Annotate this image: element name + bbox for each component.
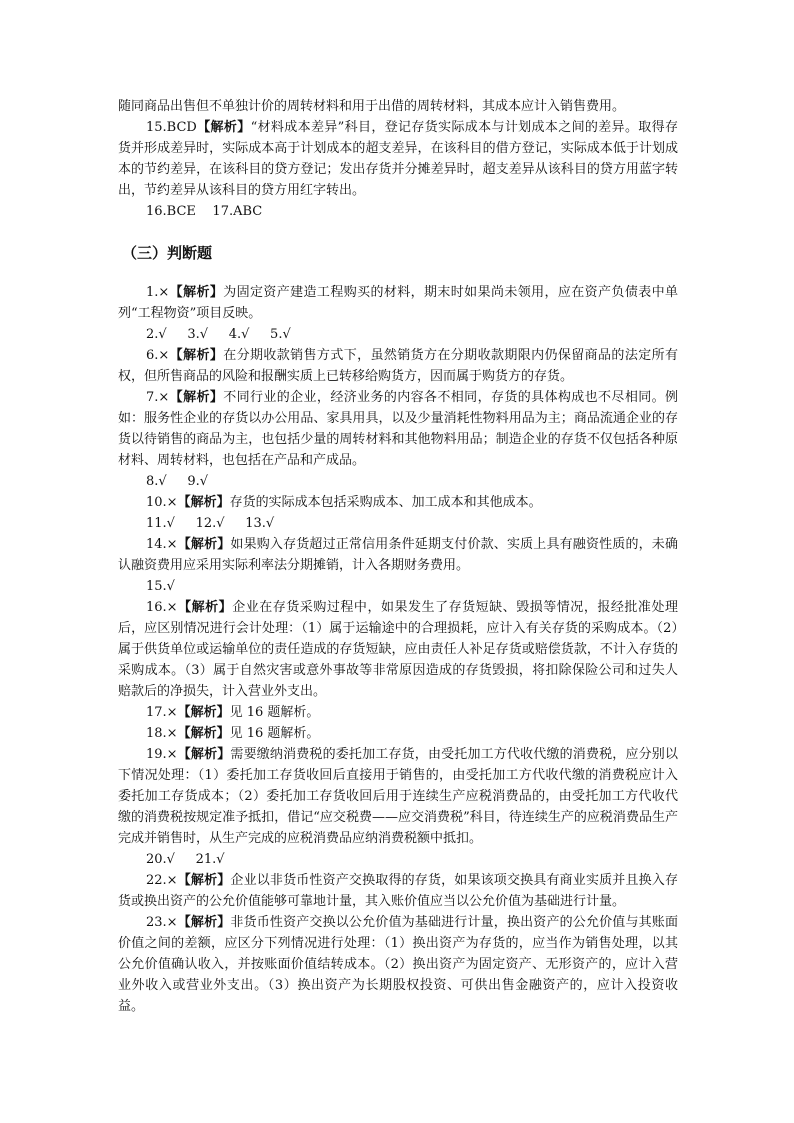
analysis-tag: 【解析】	[177, 915, 231, 930]
judgment-16-text: 企业在存货采购过程中，如果发生了存货短缺、毁损等情况，报经批准处理后，应区别情况进行会计处理：（1）属于运输途中的合理损耗，应计入有关存货的采购成本。（2）属于供货单位或运输单位的责任造成的存货短缺，应由责任人补足存货或赔偿货款，不计入存货的采购成本。（3）属于自然灾害或意外事故等非常原因造成的存货毁损，将扣除保险公司和过失人赔款后的净损失，计入营业外支出。	[118, 600, 678, 699]
judgment-7-lead: 7.×	[146, 390, 170, 405]
judgment-1	[118, 282, 678, 324]
judgment-14	[118, 534, 678, 576]
judgment-23-text: 非货币性资产交换以公允价值为基础进行计量，换出资产的公允价值与其账面价值之间的差额，应区分下列情况进行处理：（1）换出资产为存货的，应当作为销售处理，以其公允价值确认收入，并按账面价值结转成本。（2）换出资产为固定资产、无形资产的，应计入营业外收入或营业外支出。（3）换出资产为长期股权投资、可供出售金融资产的，应计入投资收益。	[118, 915, 678, 1014]
judgment-7-text: 不同行业的企业，经济业务的内容各不相同，存货的具体构成也不尽相同。例如：服务性企业的存货以办公用品、家具用具，以及少量消耗性物料用品为主；商品流通企业的存货以待销售的商品为主，也包括少量的周转材料和其他物料用品；制造企业的存货不仅包括各种原材料、周转材料，也包括在产品和产成品。	[118, 390, 678, 468]
analysis-tag: 【解析】	[177, 537, 231, 552]
judgment-18-text: 见 16 题解析。	[229, 726, 320, 741]
judgment-16	[118, 597, 678, 702]
judgment-10	[118, 492, 678, 513]
judgment-17-text: 见 16 题解析。	[229, 705, 320, 720]
judgment-19	[118, 744, 678, 849]
answers-20-21: 20.√ 21.√	[146, 852, 225, 867]
judgment-22-lead: 22.×	[146, 873, 178, 888]
document-page	[118, 96, 678, 1017]
judgment-16-lead: 16.×	[146, 600, 178, 615]
judgment-18-lead: 18.×	[146, 726, 178, 741]
analysis-tag: 【解析】	[169, 390, 224, 405]
judgment-14-lead: 14.×	[146, 537, 178, 552]
judgment-23-lead: 23.×	[146, 915, 178, 930]
judgment-19-text: 需要缴纳消费税的委托加工存货，由受托加工方代收代缴的消费税，应分别以下情况处理：（1）委托加工存货收回后直接用于销售的，由受托加工方代收代缴的消费税应计入委托加工存货成本；（2）委托加工存货收回后用于连续生产应税消费品的，由受托加工方代收代缴的消费税按规定准予抵扣，借记“应交税费——应交消费税”科目，待连续生产的应税消费品生产完成并销售时，从生产完成的应税消费品应纳消费税额中抵扣。	[118, 747, 678, 846]
judgment-17	[118, 702, 678, 723]
analysis-tag: 【解析】	[177, 747, 231, 762]
intro-paragraph: 随同商品出售但不单独计价的周转材料和用于出借的周转材料，其成本应计入销售费用。	[118, 99, 626, 114]
analysis-tag: 【解析】	[177, 873, 231, 888]
answer-15-paragraph	[118, 117, 678, 201]
analysis-tag: 【解析】	[177, 726, 230, 741]
judgment-22	[118, 870, 678, 912]
answers-8-9: 8.√ 9.√	[146, 474, 209, 489]
analysis-tag: 【解析】	[169, 348, 224, 363]
answer-15-judgment: 15.√	[146, 579, 175, 594]
analysis-tag: 【解析】	[177, 495, 230, 510]
answer-15-lead: 15.BCD	[146, 120, 197, 135]
judgment-17-lead: 17.×	[146, 705, 178, 720]
judgment-6-text: 在分期收款销售方式下，虽然销货方在分期收款期限内仍保留商品的法定所有权，但所售商品的风险和报酬实质上已转移给购货方，因而属于购货方的存货。	[118, 348, 678, 384]
judgment-10-lead: 10.×	[146, 495, 178, 510]
judgment-14-text: 如果购入存货超过正常信用条件延期支付价款、实质上具有融资性质的，未确认融资费用应采用实际利率法分期摊销，计入各期财务费用。	[118, 537, 678, 573]
judgment-6-lead: 6.×	[146, 348, 170, 363]
answers-16-17: 16.BCE 17.ABC	[146, 204, 263, 219]
answers-11-13: 11.√ 12.√ 13.√	[146, 516, 275, 531]
answers-2-5: 2.√ 3.√ 4.√ 5.√	[146, 327, 291, 342]
analysis-tag: 【解析】	[177, 705, 230, 720]
judgment-1-text: 为固定资产建造工程购买的材料，期末时如果尚未领用，应在资产负债表中单列“工程物资”项目反映。	[118, 285, 678, 321]
judgment-18	[118, 723, 678, 744]
analysis-tag: 【解析】	[196, 120, 251, 135]
judgment-6	[118, 345, 678, 387]
judgment-22-text: 企业以非货币性资产交换取得的存货，如果该项交换具有商业实质并且换入存货或换出资产的公允价值能够可靠地计量，其入账价值应当以公允价值为基础进行计量。	[118, 873, 678, 909]
judgment-7	[118, 387, 678, 471]
judgment-1-lead: 1.×	[146, 285, 170, 300]
analysis-tag: 【解析】	[169, 285, 224, 300]
judgment-23	[118, 912, 678, 1017]
judgment-19-lead: 19.×	[146, 747, 178, 762]
section-title: （三）判断题	[122, 244, 213, 262]
answer-15-text: “材料成本差异”科目，登记存货实际成本与计划成本之间的差异。取得存货并形成差异时，实际成本高于计划成本的超支差异，在该科目的借方登记，实际成本低于计划成本的节约差异，在该科目的贷方登记；发出存货并分摊差异时，超支差异从该科目的贷方用蓝字转出，节约差异从该科目的贷方用红字转出。	[118, 120, 678, 198]
judgment-10-text: 存货的实际成本包括采购成本、加工成本和其他成本。	[229, 495, 542, 510]
analysis-tag: 【解析】	[177, 600, 233, 615]
